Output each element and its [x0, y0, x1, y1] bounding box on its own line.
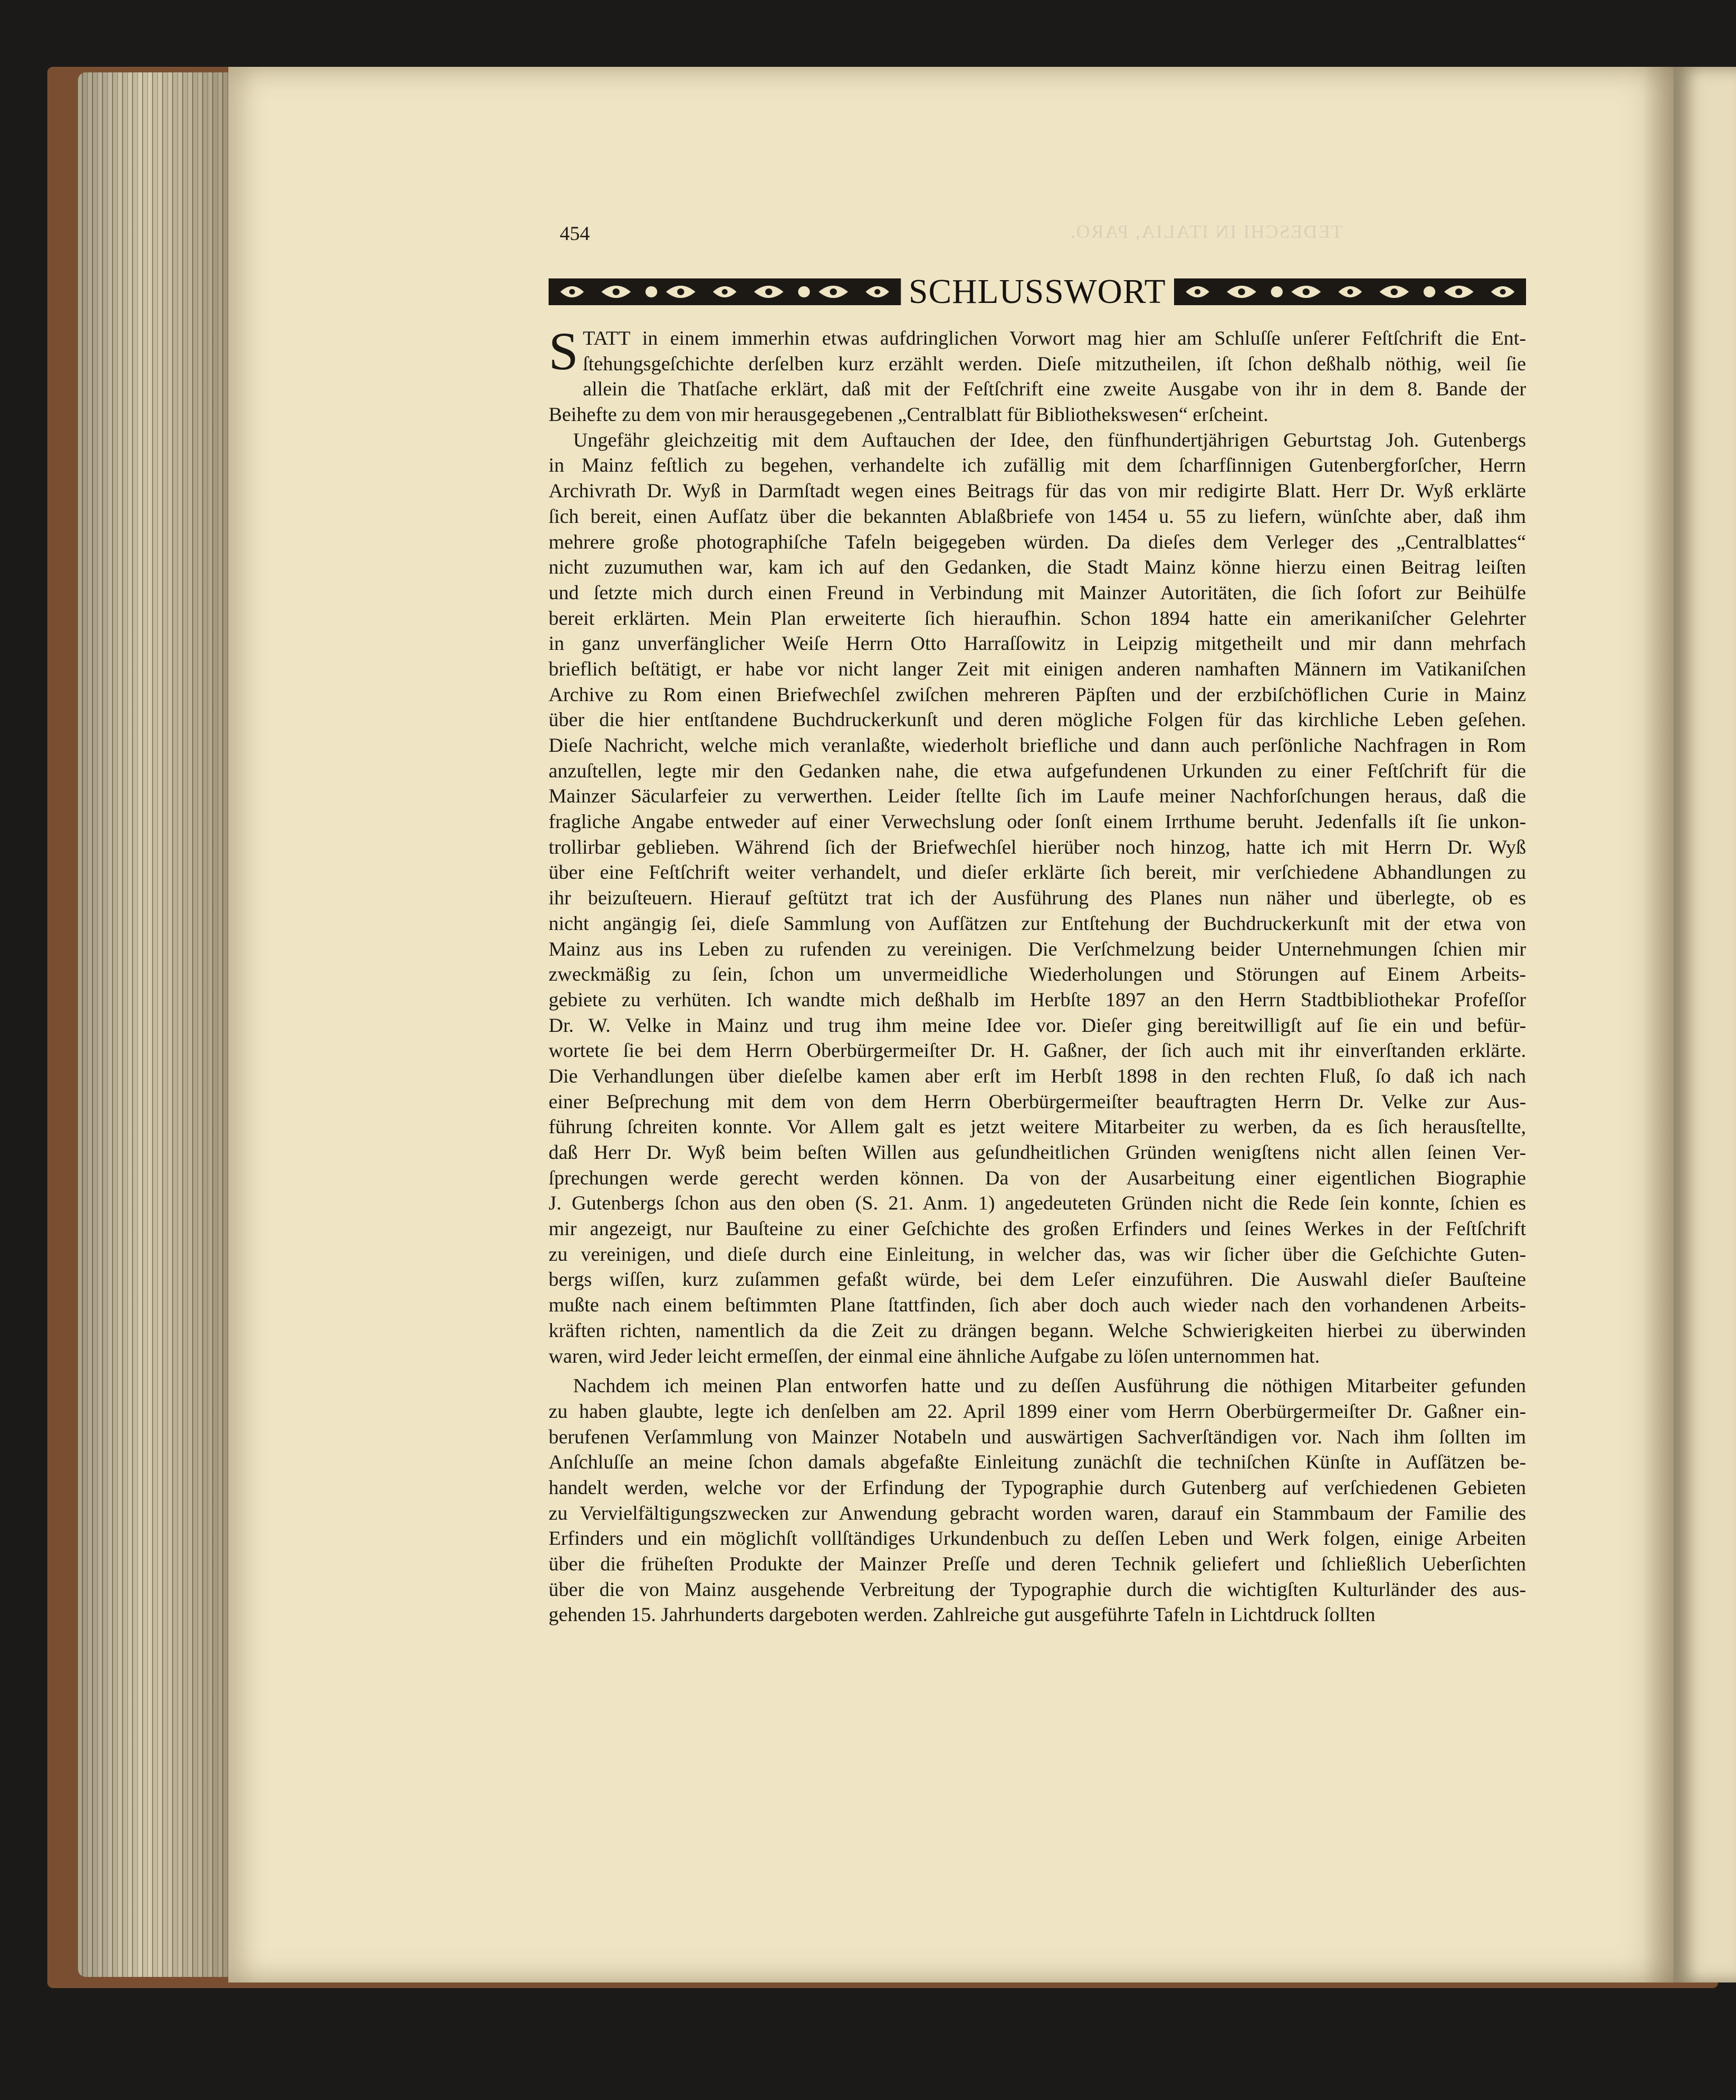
text-line: Erfinders und ein möglichſt vollſtändiges Urkundenbuch zu deſſen Leben und Werk folgen, einige Arbeiten	[549, 1527, 1526, 1550]
text-line: TATT in einem immerhin etwas aufdringlichen Vorwort mag hier am Schluſſe unſerer Feſtſchrift die Ent-	[583, 327, 1526, 349]
text-line: kräften richten, namentlich da die Zeit zu drängen begann. Welche Schwierigkeiten hierbei zu überwinden	[549, 1319, 1526, 1342]
text-line: über die früheſten Produkte der Mainzer Preſſe und deren Technik geliefert und ſchließlich Ueberſichten	[549, 1553, 1526, 1575]
text-line: J. Gutenbergs ſchon aus den oben (S. 21. Anm. 1) angedeuteten Gründen nicht die Rede ſein konnte, ſchien es	[549, 1192, 1526, 1215]
page-number: 454	[560, 222, 590, 244]
paragraph-3	[549, 1373, 1526, 1628]
text-line: mußte nach einem beſtimmten Plane ſtattfinden, ſich aber doch auch wieder nach den vorhandenen Arbeits-	[549, 1294, 1526, 1316]
text-line: gebiete zu verhüten. Ich wandte mich deßhalb im Herbſte 1897 an den Herrn Stadtbibliothekar Profeſſor	[549, 988, 1526, 1011]
text-line: anzuſtellen, legte mir den Gedanken nahe, die etwa aufgefundenen Urkunden zu einer Feſtſchrift für die	[549, 759, 1526, 782]
page-edges	[78, 72, 245, 1977]
text-line: Mainz aus ins Leben zu rufenden zu vereinigen. Die Verſchmelzung beider Unternehmungen ſchien mir	[549, 937, 1526, 960]
text-line: zweckmäßig zu ſein, ſchon um unvermeidliche Wiederholungen und Störungen auf Einem Arbeits-	[549, 963, 1526, 986]
text-line: über eine Feſtſchrift weiter verhandelt, und dieſer erklärte ſich bereit, mir verſchiedene Abhandlungen zu	[549, 861, 1526, 884]
text-line: Mainzer Säcularfeier zu verwerthen. Leider ſtellte ſich im Laufe meiner Nachforſchungen heraus, daß die	[549, 785, 1526, 807]
text-line: mehrere große photographiſche Tafeln beigegeben würden. Da dieſes dem Verleger des „Centralblattes“	[549, 530, 1526, 553]
text-line: mir angezeigt, nur Bauſteine zu einer Geſchichte des großen Erfinders und ſeines Werkes in der Feſtſchrift	[549, 1217, 1526, 1240]
body-text	[549, 321, 1526, 1628]
text-line: in Mainz feſtlich zu begehen, verhandelte ich zufällig mit dem ſcharfſinnigen Gutenbergforſcher, Herrn	[549, 454, 1526, 477]
text-line: daß Herr Dr. Wyß beim beſten Willen aus geſundheitlichen Gründen wenigſtens nicht allen ſeinen Ver-	[549, 1141, 1526, 1163]
text-line: Archivrath Dr. Wyß in Darmſtadt wegen eines Beitrags für das von mir redigirte Blatt. Herr Dr. Wyß erklärte	[549, 479, 1526, 502]
ornament-right	[1174, 276, 1527, 307]
text-line: Archive zu Rom einen Briefwechſel zwiſchen mehreren Päpſten und der erzbiſchöflichen Curie in Mainz	[549, 683, 1526, 706]
chapter-heading: SCHLUSSWORT	[908, 273, 1166, 311]
text-line: führung ſchreiten konnte. Vor Allem galt es jetzt weitere Mitarbeiter zu werben, da es ſich herausſtellte,	[549, 1115, 1526, 1138]
text-line: Beihefte zu dem von mir herausgegebenen „Centralblatt für Bibliothekswesen“ erſcheint.	[549, 403, 1269, 426]
text-line: nicht angängig ſei, dieſe Sammlung von Aufſätzen zur Entſtehung der Buchdruckerkunſt mit der etwa von	[549, 912, 1526, 934]
text-line: ſtehungsgeſchichte derſelben kurz erzählt werden. Dieſe mitzutheilen, iſt ſchon deßhalb nöthig, weil ſie	[583, 352, 1526, 375]
bleed-through-text: TEDESCHI IN ITALIA, PARO.	[1069, 222, 1343, 242]
text-line: Dieſe Nachricht, welche mich veranlaßte, wiederholt briefliche und dann auch perſönliche Nachfragen in Rom	[549, 734, 1526, 756]
text-line: Ungefähr gleichzeitig mit dem Auftauchen der Idee, den fünfhundertjährigen Geburtstag Joh. Gutenbergs	[573, 428, 1526, 451]
text-line: fragliche Angabe entweder auf einer Verwechslung oder ſonſt einem Irrthume beruht. Jedenfalls iſt ſie unkon-	[549, 810, 1526, 833]
text-line: gehenden 15. Jahrhunderts dargeboten werden. Zahlreiche gut ausgeführte Tafeln in Lichtdruck ſollten	[549, 1603, 1376, 1626]
text-line: zu vereinigen, und dieſe durch eine Einleitung, in welcher das, was wir ſicher über die Geſchichte Guten-	[549, 1242, 1526, 1265]
text-line: brieflich beſtätigt, er habe vor nicht langer Zeit mit einigen anderen namhaften Männern im Vatikaniſchen	[549, 657, 1526, 680]
text-line: zu haben glaubte, legte ich denſelben am 22. April 1899 einer vom Herrn Oberbürgermeiſter Dr. Gaßner ein-	[549, 1399, 1526, 1422]
text-line: allein die Thatſache erklärt, daß mit der Feſtſchrift eine zweite Ausgabe von ihr in dem 8. Bande der	[583, 378, 1526, 400]
text-line: bereit erklärten. Mein Plan erweiterte ſich hieraufhin. Schon 1894 hatte ein amerikaniſcher Gelehrter	[549, 606, 1526, 629]
heading-row	[549, 272, 1526, 312]
facing-page-edge	[1674, 67, 1736, 1982]
text-line: Die Verhandlungen über dieſelbe kamen aber erſt im Herbſt 1898 in den rechten Fluß, ſo daß ich nach	[549, 1064, 1526, 1087]
text-line: ihr beizuſteuern. Hierauf geſtützt trat ich der Ausführung des Planes nun näher und überlegte, ob es	[549, 887, 1526, 909]
paragraph-1-lines	[549, 321, 1526, 428]
text-line: ſich bereit, einen Aufſatz über die bekannten Ablaßbriefe von 1454 u. 55 zu liefern, wünſchte aber, daß ihm	[549, 505, 1526, 527]
text-line: Anſchluſſe an meine ſchon damals abgefaßte Einleitung zunächſt die techniſchen Künſte in Aufſätzen be-	[549, 1451, 1526, 1474]
drop-cap: S	[549, 321, 579, 381]
text-line: und ſetzte mich durch einen Freund in Verbindung mit Mainzer Autoritäten, die ſich ſofort zur Beihülfe	[549, 581, 1526, 604]
text-line: Nachdem ich meinen Plan entworfen hatte und zu deſſen Ausführung die nöthigen Mitarbeiter gefunden	[573, 1374, 1526, 1397]
text-line: zu Vervielfältigungszwecken zur Anwendung gebracht worden waren, darauf ein Stammbaum der Familie des	[549, 1501, 1526, 1524]
text-line: über die hier entſtandene Buchdruckerkunſt und deren mögliche Folgen für das kirchliche Leben geſehen.	[549, 708, 1526, 731]
text-line: einer Beſprechung mit dem von dem Herrn Oberbürgermeiſter beauftragten Herrn Dr. Velke zur Aus-	[549, 1090, 1526, 1113]
text-line: über die von Mainz ausgehende Verbreitung der Typographie durch die wichtigſten Kulturländer des aus-	[549, 1578, 1526, 1600]
text-line: ſprechungen werde gerecht werden können. Da von der Ausarbeitung einer eigentlichen Biographie	[549, 1166, 1526, 1189]
text-line: in ganz unverfänglicher Weiſe Herrn Otto Harraſſowitz in Leipzig mitgetheilt und mir dann mehrfach	[549, 632, 1526, 655]
paragraph-1	[549, 321, 1526, 428]
text-line: Dr. W. Velke in Mainz und trug ihm meine Idee vor. Dieſer ging bereitwilligſt auf ſie ein und befür-	[549, 1014, 1526, 1036]
text-line: bergs wiſſen, kurz zuſammen gefaßt würde, bei dem Leſer einzuführen. Die Auswahl dieſer Bauſteine	[549, 1268, 1526, 1291]
text-line: trollirbar geblieben. Während ſich der Briefwechſel hierüber noch hinzog, hatte ich mit Herrn Dr. Wyß	[549, 835, 1526, 858]
text-line: handelt werden, welche vor der Erfindung der Typographie durch Gutenberg auf verſchiedenen Gebieten	[549, 1476, 1526, 1499]
text-line: nicht zuzumuthen war, kam ich auf den Gedanken, die Stadt Mainz könne hierzu einen Beitrag leiſten	[549, 556, 1526, 579]
text-line: waren, wird Jeder leicht ermeſſen, der einmal eine ähnliche Aufgabe zu löſen unternommen hat.	[549, 1344, 1320, 1367]
paragraph-2	[549, 428, 1526, 1369]
text-line: berufenen Verſammlung von Mainzer Notabeln und auswärtigen Sachverſtändigen vor. Nach ihm ſollten im	[549, 1425, 1526, 1448]
text-line: wortete ſie bei dem Herrn Oberbürgermeiſter Dr. H. Gaßner, der ſich auch mit ihr einverſtanden erklärte.	[549, 1039, 1526, 1062]
ornament-left	[549, 276, 901, 307]
